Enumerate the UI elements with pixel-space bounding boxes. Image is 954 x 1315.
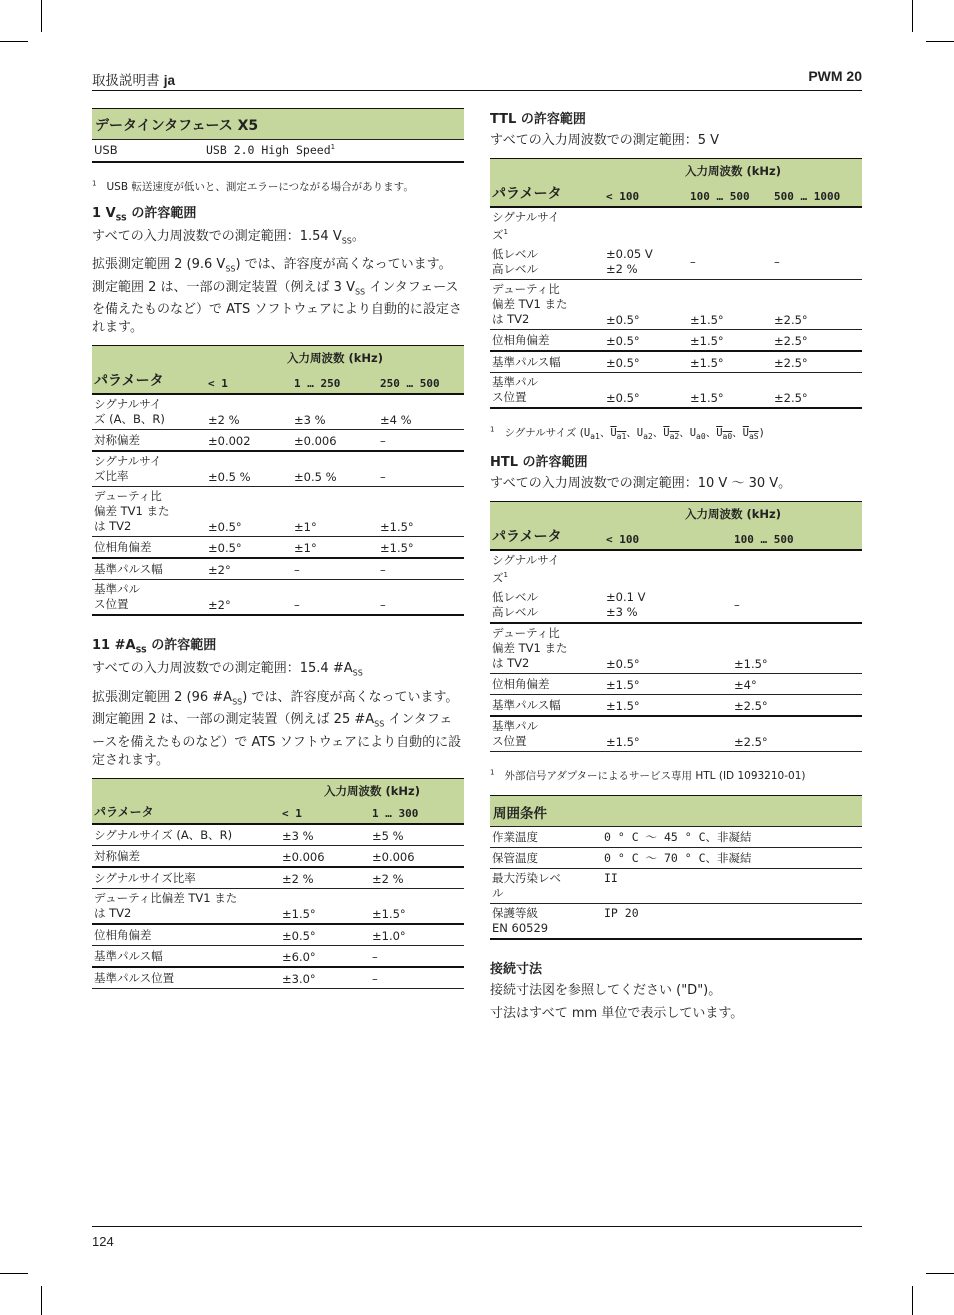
cell: ±2 % <box>206 394 292 430</box>
vss-range-text <box>92 228 464 251</box>
usb-footnote <box>92 179 464 194</box>
subscript: SS <box>352 668 363 678</box>
page-number: 124 <box>92 1234 114 1249</box>
high-level-label: 高レベル <box>492 604 538 619</box>
row-label: デューティ比 偏差 TV1 また は TV2 <box>490 279 604 329</box>
table-row <box>490 279 862 329</box>
dimensions-text-2: 寸法はすべて mm 単位で表示しています。 <box>490 1005 744 1021</box>
row-label: 位相角偏差 <box>490 673 604 694</box>
footnote-ref: 1 <box>330 143 335 152</box>
freq-column: < 1 <box>206 368 292 394</box>
row-label: デューティ比 偏差 TV1 また は TV2 <box>490 623 604 674</box>
cell: ±2.5° <box>772 279 862 329</box>
ass-section-title <box>92 634 464 655</box>
table-row <box>92 867 464 889</box>
ass-tolerance-table <box>92 778 464 989</box>
dimensions-text-1: 接続寸法図を参照してください ("D")。 <box>490 982 722 998</box>
cell: ±1.5° <box>688 329 772 351</box>
table-row <box>92 824 464 846</box>
signal: a2 <box>669 431 680 441</box>
subscript: SS <box>374 719 385 729</box>
param-header: パラメータ <box>490 524 604 550</box>
table-row <box>490 623 862 674</box>
crop-mark <box>0 41 28 42</box>
cell <box>604 550 732 623</box>
row-label: 位相角偏差 <box>92 924 280 946</box>
crop-mark <box>926 41 954 42</box>
ass-extended-text <box>92 689 464 770</box>
row-label: 基準パルス位置 <box>92 967 280 989</box>
table-row <box>490 550 862 623</box>
cell: ±1.5° <box>604 716 732 752</box>
cell: ±0.006 <box>292 430 378 452</box>
row-label: シグナルサイ ズ$^1$ 低レベル 高レベル <box>490 550 604 623</box>
table-row <box>490 207 862 279</box>
row-label: 基準パルス幅 <box>92 558 206 580</box>
ambient-title: 周囲条件 <box>490 795 862 826</box>
footnote-text: 外部信号アダプターによるサービス専用 HTL (ID 1093210-01) <box>504 769 806 782</box>
row-label: 対称偏差 <box>92 430 206 452</box>
cell: ±5 % <box>370 824 464 846</box>
low-level-value: ±0.05 V <box>606 246 653 261</box>
table-row <box>490 673 862 694</box>
page-header <box>92 68 862 91</box>
row-label: 基準パル ス位置 <box>490 716 604 752</box>
subscript: SS <box>354 287 366 297</box>
htl-tolerance-table <box>490 501 862 752</box>
table-row <box>92 945 464 967</box>
crop-mark <box>912 1286 913 1315</box>
data-interface-table <box>92 108 464 163</box>
table-row <box>92 394 464 430</box>
row-label: デューティ比 偏差 TV1 また は TV2 <box>92 487 206 537</box>
cell: IP 20 <box>602 903 862 939</box>
ambient-conditions-table <box>490 795 862 940</box>
row-label: シグナルサイズ比率 <box>92 867 280 889</box>
freq-column: 500 … 1000 <box>772 181 862 207</box>
subscript: SS <box>232 697 243 707</box>
row-label: 基準パルス幅 <box>490 351 604 373</box>
cell: – <box>378 430 464 452</box>
manual-title-text: 取扱説明書 <box>92 73 160 89</box>
footnote-number: 1 <box>490 768 495 777</box>
signal: a0 <box>722 431 733 441</box>
row-label: 最大汚染レベ ル <box>490 868 602 903</box>
cell: ±1° <box>292 537 378 559</box>
cell: – <box>378 451 464 487</box>
title-text: 11 #A <box>92 638 136 654</box>
table-row <box>490 826 862 847</box>
table-row <box>92 967 464 989</box>
htl-footnote <box>490 768 862 783</box>
cell: ±2.5° <box>772 351 862 373</box>
row-label: 対称偏差 <box>92 845 280 867</box>
cell: ±0.5° <box>604 623 732 674</box>
row-label: シグナルサイ ズ (A、B、R) <box>92 394 206 430</box>
crop-mark <box>41 1286 42 1315</box>
text: ) では、許容度が高くなっています。 測定範囲 2 は、一部の測定装置（例えば 3 V <box>92 257 452 295</box>
row-label: シグナルサイズ (A、B、R) <box>92 824 280 846</box>
row-label: 基準パル ス位置 <box>92 580 206 616</box>
cell: ±0.5° <box>604 329 688 351</box>
subscript: SS <box>341 236 352 246</box>
ttl-footnote: $^1$ シグナルサイズ ($U_{a1}$、$U_{a1}$、$U_{a2}$、$U_{a2}$、$U_{a0}$、$U_{a0}$、$U_{aS}$) <box>490 425 765 441</box>
text: インタフェースを備えたものなど）で ATS ソフトウェアにより自動的に設定されます。 <box>92 279 462 336</box>
cell: – <box>378 580 464 616</box>
cell: ±4 % <box>378 394 464 430</box>
cell: ±0.006 <box>280 845 370 867</box>
signal: a1 <box>590 431 600 441</box>
low-level-label: 低レベル <box>492 246 538 261</box>
crop-mark <box>912 0 913 32</box>
cell: ±0.5° <box>280 924 370 946</box>
freq-column: 100 … 500 <box>732 524 862 550</box>
signal: a1 <box>616 431 627 441</box>
title-text: 1 V <box>92 206 116 221</box>
cell: ±0.5 % <box>292 451 378 487</box>
ttl-tolerance-table <box>490 158 862 409</box>
table-row <box>490 351 862 373</box>
signal: aS <box>748 431 759 441</box>
cell: ±1.5° <box>688 279 772 329</box>
subscript: SS <box>115 213 127 223</box>
cell: II <box>602 868 862 903</box>
table-row <box>490 694 862 716</box>
freq-column: 250 … 500 <box>378 368 464 394</box>
text: すべての入力周波数での測定範囲：1.54 V <box>92 228 342 244</box>
cell: ±1.0° <box>370 924 464 946</box>
row-label: シグナルサイ ズ$^1$ 低レベル 高レベル <box>490 207 604 279</box>
cell: ±0.5° <box>206 487 292 537</box>
htl-range-text: すべての入力周波数での測定範囲：10 V ～ 30 V。 <box>490 475 792 491</box>
cell: – <box>370 945 464 967</box>
cell: ±0.5° <box>604 351 688 373</box>
cell: ±3.0° <box>280 967 370 989</box>
high-level-value: ±2 % <box>606 261 638 276</box>
table-spacer <box>92 778 280 801</box>
cell: – <box>292 558 378 580</box>
freq-column: 100 … 500 <box>688 181 772 207</box>
footnote-number: 1 <box>92 179 97 188</box>
param-header: パラメータ <box>92 801 280 824</box>
footnote-number: 1 <box>490 425 495 434</box>
cell: ±1.5° <box>688 372 772 408</box>
cell: ±0.5° <box>604 279 688 329</box>
table-row <box>92 845 464 867</box>
usb-value <box>204 140 464 163</box>
cell: ±2.5° <box>772 329 862 351</box>
title-text: の許容範囲 <box>146 638 217 654</box>
table-row <box>490 847 862 868</box>
table-row <box>92 537 464 559</box>
cell: ±2° <box>206 580 292 616</box>
signal: a2 <box>643 431 653 441</box>
subscript: SS <box>135 645 147 655</box>
cell: ±2 % <box>370 867 464 889</box>
table-row <box>490 868 862 903</box>
cell <box>604 207 688 279</box>
row-label: 保管温度 <box>490 847 602 868</box>
cell: 0 ° C ～ 70 ° C、非凝結 <box>602 847 862 868</box>
cell: – <box>732 550 862 623</box>
cell: ±1.5° <box>378 537 464 559</box>
vss-extended-text <box>92 256 464 337</box>
row-label: 基準パルス幅 <box>92 945 280 967</box>
htl-section-title: HTL の許容範囲 <box>490 454 588 470</box>
subscript: SS <box>225 264 236 274</box>
crop-mark <box>0 1273 28 1274</box>
footnote-text: USB 転送速度が低いと、測定エラーにつながる場合があります。 <box>106 181 414 193</box>
cell: ±1.5° <box>370 888 464 924</box>
freq-header: 入力周波数 (kHz) <box>604 501 862 524</box>
cell: ±0.002 <box>206 430 292 452</box>
param-header: パラメータ <box>490 181 604 207</box>
cell: ±0.5 % <box>206 451 292 487</box>
cell: – <box>378 558 464 580</box>
footer-rule <box>92 1226 862 1227</box>
table-row <box>92 580 464 616</box>
cell: – <box>772 207 862 279</box>
table-row <box>92 487 464 537</box>
text: インタフェースを備えたものなど）で ATS ソフトウェアにより自動的に設定されます。 <box>92 712 462 768</box>
ttl-section-title: TTL の許容範囲 <box>490 112 586 127</box>
right-column <box>490 108 862 1023</box>
cell: ±0.006 <box>370 845 464 867</box>
row-label: シグナルサイ ズ比率 <box>92 451 206 487</box>
row-label: 保護等級 EN 60529 <box>490 903 602 939</box>
cell: ±3 % <box>292 394 378 430</box>
cell: ±1.5° <box>378 487 464 537</box>
freq-column: < 100 <box>604 524 732 550</box>
language-code: ja <box>163 73 176 88</box>
text: ) では、許容度が高くなっています。 測定範囲 2 は、一部の測定装置（例えば 25 #A <box>92 689 459 728</box>
freq-header: 入力周波数 (kHz) <box>604 159 862 182</box>
crop-mark <box>41 0 42 32</box>
footnote-ref: 1 <box>503 228 508 236</box>
freq-column: 1 … 250 <box>292 368 378 394</box>
low-level-value: ±0.1 V <box>606 589 646 604</box>
row-label: 基準パル ス位置 <box>490 372 604 408</box>
cell: ±4° <box>732 673 862 694</box>
text: 。 <box>351 228 365 244</box>
cell: ±1.5° <box>604 694 732 716</box>
ttl-range-text: すべての入力周波数での測定範囲：5 V <box>490 133 720 148</box>
manual-title <box>92 69 175 89</box>
cell: ±2 % <box>280 867 370 889</box>
footnote-ref: 1 <box>503 570 508 579</box>
ass-range-text <box>92 660 464 683</box>
cell: ±2.5° <box>732 716 862 752</box>
cell: ±1° <box>292 487 378 537</box>
data-interface-title: データインタフェース X5 <box>92 109 464 140</box>
cell: ±2.5° <box>772 372 862 408</box>
cell: 0 ° C ～ 45 ° C、非凝結 <box>602 826 862 847</box>
row-label: 位相角偏差 <box>490 329 604 351</box>
text: 拡張測定範囲 2 (96 #A <box>92 689 233 705</box>
row-label: 基準パルス幅 <box>490 694 604 716</box>
cell: ±2.5° <box>732 694 862 716</box>
table-row <box>92 924 464 946</box>
cell: ±0.5° <box>206 537 292 559</box>
table-spacer <box>490 159 604 182</box>
cell: ±6.0° <box>280 945 370 967</box>
dimensions-title: 接続寸法 <box>490 961 543 977</box>
cell: ±1.5° <box>732 623 862 674</box>
usb-value-text: USB 2.0 High Speed <box>206 143 331 157</box>
text: 拡張測定範囲 2 (9.6 V <box>92 257 226 273</box>
table-row <box>490 716 862 752</box>
table-row <box>92 430 464 452</box>
table-spacer <box>490 501 604 524</box>
vss-section-title <box>92 202 464 223</box>
table-row <box>92 558 464 580</box>
cell: ±0.5° <box>604 372 688 408</box>
table-row <box>490 372 862 408</box>
text: すべての入力周波数での測定範囲：15.4 #A <box>92 660 353 676</box>
title-text: の許容範囲 <box>126 206 197 221</box>
vss-tolerance-table <box>92 345 464 616</box>
high-level-value: ±3 % <box>606 604 638 619</box>
row-label: デューティ比偏差 TV1 また は TV2 <box>92 888 280 924</box>
freq-column: < 1 <box>280 801 370 824</box>
row-label: 作業温度 <box>490 826 602 847</box>
product-name: PWM 20 <box>808 68 862 84</box>
cell: – <box>688 207 772 279</box>
freq-column: < 100 <box>604 181 688 207</box>
freq-column: 1 … 300 <box>370 801 464 824</box>
freq-header: 入力周波数 (kHz) <box>206 346 464 369</box>
table-row <box>92 888 464 924</box>
cell: ±3 % <box>280 824 370 846</box>
cell: ±1.5° <box>688 351 772 373</box>
cell: ±1.5° <box>280 888 370 924</box>
low-level-label: 低レベル <box>492 589 538 604</box>
left-column <box>92 108 464 989</box>
signal: a0 <box>696 431 706 441</box>
table-row <box>490 903 862 939</box>
cell: – <box>370 967 464 989</box>
usb-label: USB <box>92 140 204 163</box>
cell: ±1.5° <box>604 673 732 694</box>
high-level-label: 高レベル <box>492 261 538 276</box>
table-spacer <box>92 346 206 369</box>
row-label: 位相角偏差 <box>92 537 206 559</box>
cell: ±2° <box>206 558 292 580</box>
param-header: パラメータ <box>92 368 206 394</box>
freq-header: 入力周波数 (kHz) <box>280 778 464 801</box>
cell: – <box>292 580 378 616</box>
table-row <box>490 329 862 351</box>
table-row <box>92 451 464 487</box>
crop-mark <box>926 1273 954 1274</box>
